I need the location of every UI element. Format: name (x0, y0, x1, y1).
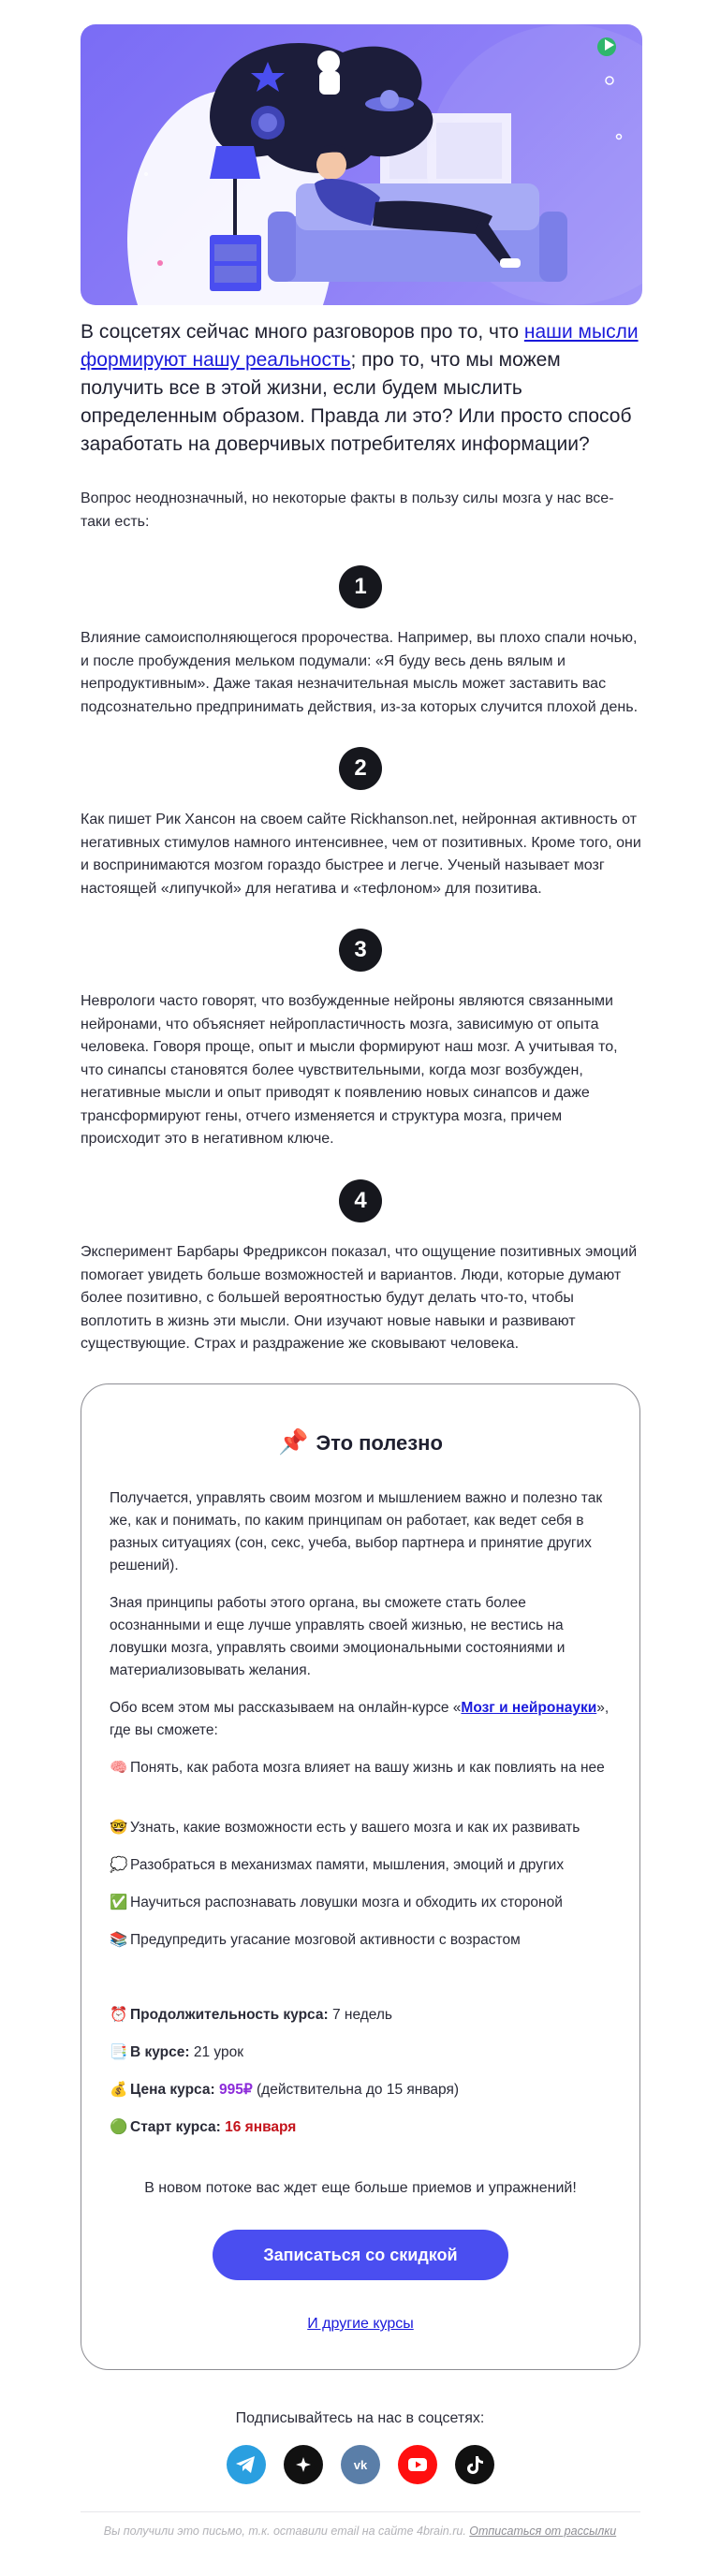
start-value: 16 января (225, 2119, 297, 2135)
money-bag-icon: 💰 (110, 2082, 128, 2098)
lead-paragraph: Вопрос неоднозначный, но некоторые факты в пользу силы мозга у нас все-таки есть: (81, 490, 614, 530)
benefit-item-1 (110, 1757, 615, 1779)
benefit-text-4: Научиться распознавать ловушки мозга и обходить их стороной (130, 1895, 563, 1910)
useful-card (81, 1383, 640, 2370)
detail-start (110, 2116, 615, 2139)
vk-link[interactable] (341, 2445, 380, 2484)
tiktok-link[interactable] (455, 2445, 494, 2484)
benefit-text-5: Предупредить угасание мозговой активности с возрастом (130, 1932, 521, 1948)
pushpin-icon: 📌 (278, 1427, 309, 1456)
fact-text-4: Эксперимент Барбары Фредриксон показал, что ощущение позитивных эмоций помогает увидеть больше возможностей и вариантов. Люди, которые думают более позитивно, с большей вероятностью будут делать что-то, чтобы воплотить в жизнь эти мысли. Они изучают новые навыки и развивают существующие. Страх и раздражение же сковывают человека. (81, 1244, 638, 1352)
lessons-value: 21 урок (193, 2044, 244, 2060)
check-mark-icon: ✅ (110, 1895, 128, 1910)
bookmark-tabs-icon: 📑 (110, 2044, 128, 2060)
card-paragraph-3 (110, 1697, 615, 1742)
fact-text-3: Неврологи часто говорят, что возбужденные нейроны являются связанными нейронами, что объясняет нейропластичность мозга, зависимую от опыта человека. Говоря проще, опыт и мысли формируют наш мозг. А учитывая то, что синапсы становятся более чувствительными, когда мозг возбужден, негативные мысли и опыт приводят к появлению новых синапсов и даже трансформируют гены, отчего изменяется и структура мозга, причем происходит это в негативном ключе. (81, 993, 618, 1147)
sparkle-link[interactable] (284, 2445, 323, 2484)
card-title (81, 1427, 639, 1456)
signup-discount-button[interactable]: Записаться со скидкой (213, 2230, 508, 2280)
detail-duration (110, 2004, 615, 2027)
detail-price (110, 2079, 615, 2101)
price-note: (действительна до 15 января) (257, 2082, 460, 2098)
card-paragraph-1: Получается, управлять своим мозгом и мышлением важно и полезно так же, как и понимать, по каким принципам он работает, как ведет себя в разных ситуациях (сон, секс, учеба, выбор партнера и принятие других решений). (110, 1490, 603, 1573)
fact-number-3: 3 (339, 929, 382, 972)
benefit-text-2: Узнать, какие возможности есть у вашего мозга и как их развивать (130, 1820, 580, 1836)
follow-text: Подписывайтесь на нас в соцсетях: (235, 2410, 485, 2426)
price-value: 995₽ (218, 2082, 253, 2098)
disclaimer-text: Вы получили это письмо, т.к. оставили email на сайте 4brain.ru. (103, 2525, 466, 2538)
course-link[interactable]: Мозг и нейронауки (461, 1700, 597, 1716)
other-courses-link[interactable]: И другие курсы (307, 2316, 414, 2332)
course-outro-text: », где вы сможете: (110, 1700, 610, 1738)
fact-text-2: Как пишет Рик Хансон на своем сайте Rickhanson.net, нейронная активность от негативных стимулов намного интенсивнее, чем от позитивных. Кроме того, они и воспринимаются мозгом гораздо быстрее и легче. Ученый называет мозг настоящей «липучкой» для негатива и «тефлоном» для позитива. (81, 812, 641, 897)
unsubscribe-link[interactable]: Отписаться от рассылки (469, 2525, 617, 2538)
duration-value: 7 недель (331, 2007, 393, 2023)
course-intro-text: Обо всем этом мы рассказываем на онлайн-курсе « (110, 1700, 462, 1716)
benefit-text-3: Разобраться в механизмах памяти, мышления, эмоций и других (130, 1857, 565, 1873)
vk-icon (341, 2445, 380, 2484)
green-circle-icon: 🟢 (110, 2119, 128, 2135)
footer-divider (81, 2511, 640, 2512)
intro-paragraph (81, 318, 642, 459)
fact-number-1: 1 (339, 565, 382, 608)
intro-link[interactable]: наши мысли формируют нашу реальность (81, 321, 639, 371)
alarm-clock-icon: ⏰ (110, 2007, 128, 2023)
detail-lessons (110, 2042, 615, 2064)
card-paragraph-2: Зная принципы работы этого органа, вы сможете стать более осознанными и еще лучше управлять своей жизнью, не вестись на ловушки мозга, управлять своими эмоциональными состояниями и материализовывать желания. (110, 1595, 566, 1678)
hero-illustration (81, 24, 642, 305)
fact-number-4: 4 (339, 1179, 382, 1222)
brain-icon: 🧠 (110, 1760, 128, 1776)
intro-text-after: ; про то, что мы можем получить все в этой жизни, если будем мыслить определенным образом. Правда ли это? Или просто способ заработать на доверчивых потребителях информации? (81, 349, 632, 455)
svg-text:vk: vk (353, 2458, 368, 2472)
dreaming-person-illustration (81, 24, 642, 305)
footer-disclaimer (0, 2525, 720, 2538)
tiktok-icon (455, 2445, 494, 2484)
duration-label: Продолжительность курса: (130, 2007, 329, 2023)
benefit-item-3 (110, 1854, 615, 1877)
benefit-text-1: Понять, как работа мозга влияет на вашу жизнь и как повлиять на нее (130, 1760, 605, 1776)
benefit-item-4 (110, 1892, 615, 1914)
telegram-link[interactable] (227, 2445, 266, 2484)
price-label: Цена курса: (130, 2082, 215, 2098)
thought-bubble-icon: 💭 (110, 1857, 128, 1873)
fact-text-1: Влияние самоисполняющегося пророчества. Например, вы плохо спали ночью, и после пробуждения мельком подумали: «Я буду весь день вялым и непродуктивным». Даже такая незначительная мысль может заставить вас подсознательно предпринимать действия, из-за которых случится плохой день. (81, 630, 639, 715)
lessons-label: В курсе: (130, 2044, 190, 2060)
benefit-item-2 (110, 1817, 615, 1839)
social-links (227, 2445, 494, 2484)
sparkle-icon (284, 2445, 323, 2484)
nerd-face-icon: 🤓 (110, 1820, 128, 1836)
new-flow-text: В новом потоке вас ждет еще больше приемов и упражнений! (144, 2180, 577, 2196)
start-label: Старт курса: (130, 2119, 221, 2135)
card-title-text: Это полезно (316, 1431, 443, 1455)
benefit-item-5 (110, 1929, 615, 1952)
telegram-icon (227, 2445, 266, 2484)
books-icon: 📚 (110, 1932, 128, 1948)
youtube-link[interactable] (398, 2445, 437, 2484)
intro-text-before: В соцсетях сейчас много разговоров про то, что (81, 321, 524, 343)
youtube-icon (398, 2445, 437, 2484)
fact-number-2: 2 (339, 747, 382, 790)
